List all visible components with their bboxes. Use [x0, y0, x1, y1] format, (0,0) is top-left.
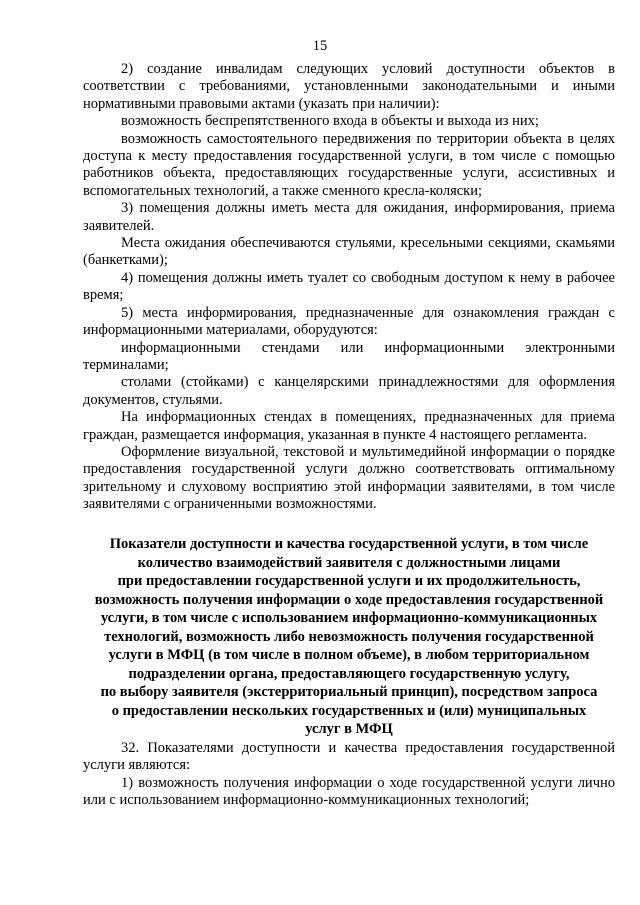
paragraph: возможность самостоятельного передвижения по территории объекта в целях доступа к месту предоставления государственной услуги, в том числе с помощью работников объекта, предоставляющих государственные услуги, ассистивных и вспомогательных технологий, а также сменного кресла-коляски;: [83, 130, 615, 199]
paragraph: 3) помещения должны иметь места для ожидания, информирования, приема заявителей.: [83, 200, 615, 234]
heading-line: услуги в МФЦ (в том числе в полном объеме), в любом территориальном: [108, 647, 590, 663]
paragraph: 32. Показателями доступности и качества предоставления государственной услуги являются:: [83, 740, 615, 774]
paragraph: Места ожидания обеспечиваются стульями, кресельными секциями, скамьями (банкетками);: [83, 235, 615, 269]
heading-line: возможность получения информации о ходе предоставления государственной: [94, 591, 604, 608]
paragraph: 1) возможность получения информации о ходе государственной услуги лично или с использованием информационно-коммуникационных технологий;: [83, 774, 615, 809]
page-number: 15: [312, 38, 328, 54]
paragraph: 5) места информирования, предназначенные для ознакомления граждан с информационными материалами, оборудуются:: [83, 304, 615, 339]
heading-line: технологий, возможность либо невозможность получения государственной: [104, 628, 594, 645]
paragraph: Оформление визуальной, текстовой и мультимедийной информации о порядке предоставления государственной услуги должно соответствовать оптимальному зрительному и слуховому восприятию этой информации заявителями, в том числе заявителями с ограниченными возможностями.: [83, 443, 615, 513]
heading-line: подразделении органа, предоставляющего государственную услугу,: [128, 665, 570, 682]
body-text-lower: [83, 740, 615, 810]
paragraph: 4) помещения должны иметь туалет со свободным доступом к нему в рабочее время;: [83, 269, 615, 304]
heading-line: о предоставлении нескольких государственных и (или) муниципальных: [111, 702, 587, 719]
paragraph: 2) создание инвалидам следующих условий доступности объектов в соответствии с требованиями, установленными законодательными и иными нормативными правовыми актами (указать при наличии):: [83, 61, 615, 112]
paragraph: На информационных стендах в помещениях, предназначенных для приема граждан, размещается информация, указанная в пункте 4 настоящего регламента.: [83, 409, 615, 443]
heading-line: при предоставлении государственной услуги и их продолжительность,: [117, 573, 581, 589]
paragraph: информационными стендами или информационными электронными терминалами;: [83, 339, 615, 373]
body-text-upper: [83, 61, 615, 514]
paragraph: возможность беспрепятственного входа в объекты и выхода из них;: [121, 113, 539, 130]
paragraph: столами (стойками) с канцелярскими принадлежностями для оформления документов, стульями.: [83, 374, 615, 408]
heading-line: по выбору заявителя (экстерриториальный принцип), посредством запроса: [100, 684, 598, 700]
heading-line: услуги, в том числе с использованием информационно-коммуникационных: [100, 610, 598, 626]
section-heading: [83, 535, 615, 739]
heading-line: количество взаимодействий заявителя с должностными лицами: [137, 554, 561, 571]
heading-line: Показатели доступности и качества государственной услуги, в том числе: [109, 536, 589, 552]
heading-line: услуг в МФЦ: [305, 721, 393, 737]
